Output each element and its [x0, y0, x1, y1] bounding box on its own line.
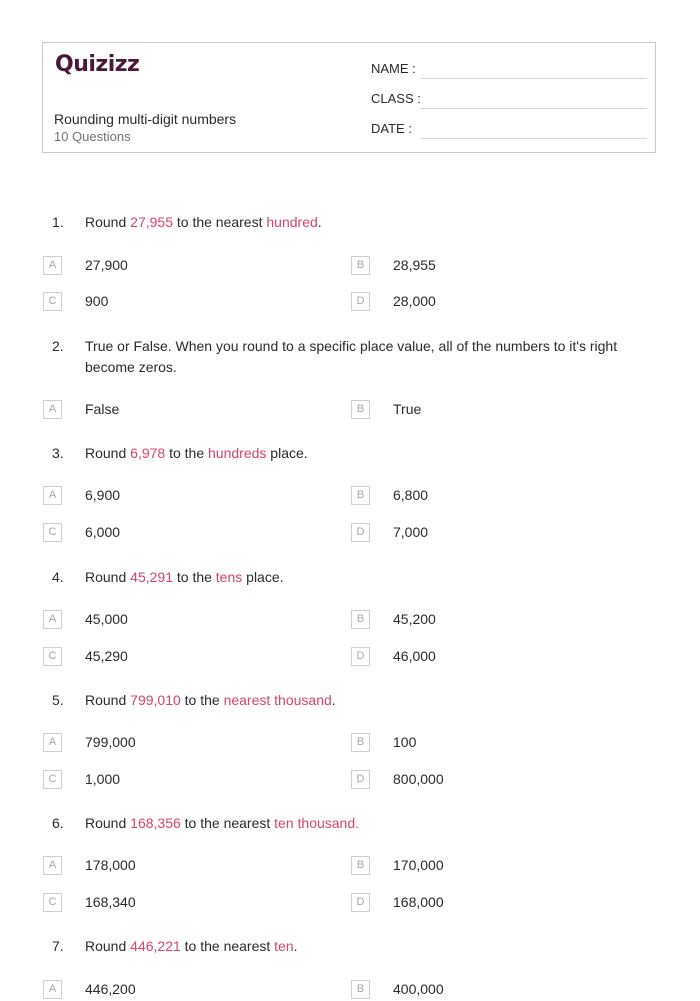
- option-letter-box: D: [351, 647, 370, 666]
- option-letter-box: C: [43, 523, 62, 542]
- option-text: 900: [85, 293, 109, 309]
- question-text: [85, 813, 650, 834]
- option-text: False: [85, 401, 120, 417]
- option-letter-box: B: [351, 610, 370, 629]
- question-text-part: to the: [180, 692, 224, 708]
- answer-option: [43, 292, 293, 313]
- question-text: [85, 690, 650, 711]
- option-letter-box: D: [351, 523, 370, 542]
- option-letter-box: B: [351, 256, 370, 275]
- question-highlight: 45,291: [130, 569, 173, 585]
- option-letter-box: C: [43, 893, 62, 912]
- answer-option: [351, 647, 601, 668]
- option-text: 168,000: [393, 894, 444, 910]
- question-highlight: tens: [215, 569, 243, 585]
- question-text-part: to the nearest: [180, 938, 275, 954]
- question-text-part: Round: [85, 569, 131, 585]
- question-number: 2.: [52, 338, 64, 354]
- option-letter-box: A: [43, 256, 62, 275]
- answer-option: [351, 486, 601, 507]
- option-text: 170,000: [393, 857, 444, 873]
- option-text: 6,800: [393, 487, 429, 503]
- option-text: 28,000: [393, 293, 436, 309]
- worksheet-title: Rounding multi-digit numbers: [54, 111, 237, 127]
- option-text: 28,955: [393, 257, 436, 273]
- question-text-part: to the nearest: [180, 815, 275, 831]
- option-text: 45,290: [85, 648, 128, 664]
- option-text: 7,000: [393, 524, 429, 540]
- question-highlight: ten thousand.: [274, 815, 360, 831]
- option-letter-box: A: [43, 400, 62, 419]
- option-text: 45,000: [85, 611, 128, 627]
- question-text-part: to the nearest: [172, 214, 267, 230]
- question-text-part: .: [317, 214, 322, 230]
- answer-option: [351, 523, 601, 544]
- option-letter-box: D: [351, 770, 370, 789]
- option-letter-box: B: [351, 486, 370, 505]
- option-text: 6,900: [85, 487, 121, 503]
- question-text: [85, 936, 650, 957]
- option-text: True: [393, 401, 422, 417]
- question-number: 3.: [52, 445, 64, 461]
- option-letter-box: A: [43, 610, 62, 629]
- option-letter-box: A: [43, 733, 62, 752]
- option-text: 178,000: [85, 857, 136, 873]
- question-highlight: 446,221: [130, 938, 181, 954]
- question-text-part: Round: [85, 815, 131, 831]
- date-line: [421, 138, 647, 139]
- option-text: 45,200: [393, 611, 436, 627]
- question-highlight: 6,978: [130, 445, 166, 461]
- question-number: 4.: [52, 569, 64, 585]
- option-text: 27,900: [85, 257, 128, 273]
- answer-option: [43, 523, 293, 544]
- option-letter-box: A: [43, 980, 62, 999]
- question-number: 6.: [52, 815, 64, 831]
- option-text: 446,200: [85, 981, 136, 997]
- option-letter-box: B: [351, 980, 370, 999]
- option-letter-box: C: [43, 647, 62, 666]
- question-number: 5.: [52, 692, 64, 708]
- question-text: [85, 336, 650, 378]
- worksheet-header: [42, 42, 656, 153]
- question-count: 10 Questions: [54, 129, 131, 144]
- option-text: 168,340: [85, 894, 136, 910]
- option-text: 100: [393, 734, 417, 750]
- name-label: NAME :: [371, 61, 416, 76]
- option-text: 400,000: [393, 981, 444, 997]
- option-letter-box: D: [351, 893, 370, 912]
- question-text-part: .: [331, 692, 336, 708]
- option-letter-box: C: [43, 770, 62, 789]
- question-text-part: to the: [165, 445, 209, 461]
- answer-option: [43, 256, 293, 277]
- option-letter-box: B: [351, 400, 370, 419]
- question-highlight: 799,010: [130, 692, 181, 708]
- option-text: 799,000: [85, 734, 136, 750]
- question-text-part: Round: [85, 692, 131, 708]
- class-line: [421, 108, 647, 109]
- quizizz-logo: Quizizz: [55, 52, 140, 77]
- question-text-part: place.: [242, 569, 284, 585]
- option-letter-box: B: [351, 733, 370, 752]
- option-letter-box: C: [43, 292, 62, 311]
- question-highlight: hundred: [266, 214, 318, 230]
- option-letter-box: B: [351, 856, 370, 875]
- question-highlight: hundreds: [208, 445, 267, 461]
- answer-option: [43, 400, 293, 421]
- answer-option: [43, 893, 293, 914]
- answer-option: [351, 733, 601, 754]
- answer-option: [43, 770, 293, 791]
- question-highlight: ten: [274, 938, 294, 954]
- question-highlight: nearest thousand: [223, 692, 332, 708]
- name-line: [421, 78, 647, 79]
- answer-option: [351, 770, 601, 791]
- answer-option: [351, 400, 601, 421]
- answer-option: [43, 486, 293, 507]
- answer-option: [43, 980, 293, 1001]
- question-number: 1.: [52, 214, 64, 230]
- answer-option: [351, 893, 601, 914]
- option-text: 46,000: [393, 648, 436, 664]
- answer-option: [351, 256, 601, 277]
- question-text-part: Round: [85, 938, 131, 954]
- option-letter-box: A: [43, 486, 62, 505]
- question-text-part: Round: [85, 214, 131, 230]
- question-highlight: 27,955: [130, 214, 173, 230]
- option-text: 800,000: [393, 771, 444, 787]
- question-text-part: to the: [172, 569, 216, 585]
- answer-option: [351, 610, 601, 631]
- option-text: 6,000: [85, 524, 121, 540]
- question-text: [85, 567, 650, 588]
- question-text: [85, 212, 650, 233]
- option-text: 1,000: [85, 771, 121, 787]
- answer-option: [351, 856, 601, 877]
- question-text-part: True or False. When you round to a specific place value, all of the numbers to it's right become zeros.: [85, 338, 618, 375]
- answer-option: [43, 610, 293, 631]
- option-letter-box: D: [351, 292, 370, 311]
- answer-option: [351, 980, 601, 1001]
- date-label: DATE :: [371, 121, 412, 136]
- question-highlight: 168,356: [130, 815, 181, 831]
- question-text-part: Round: [85, 445, 131, 461]
- answer-option: [351, 292, 601, 313]
- question-text-part: .: [293, 938, 298, 954]
- answer-option: [43, 733, 293, 754]
- answer-option: [43, 856, 293, 877]
- question-text: [85, 443, 650, 464]
- class-label: CLASS :: [371, 91, 421, 106]
- option-letter-box: A: [43, 856, 62, 875]
- question-text-part: place.: [266, 445, 308, 461]
- question-number: 7.: [52, 938, 64, 954]
- answer-option: [43, 647, 293, 668]
